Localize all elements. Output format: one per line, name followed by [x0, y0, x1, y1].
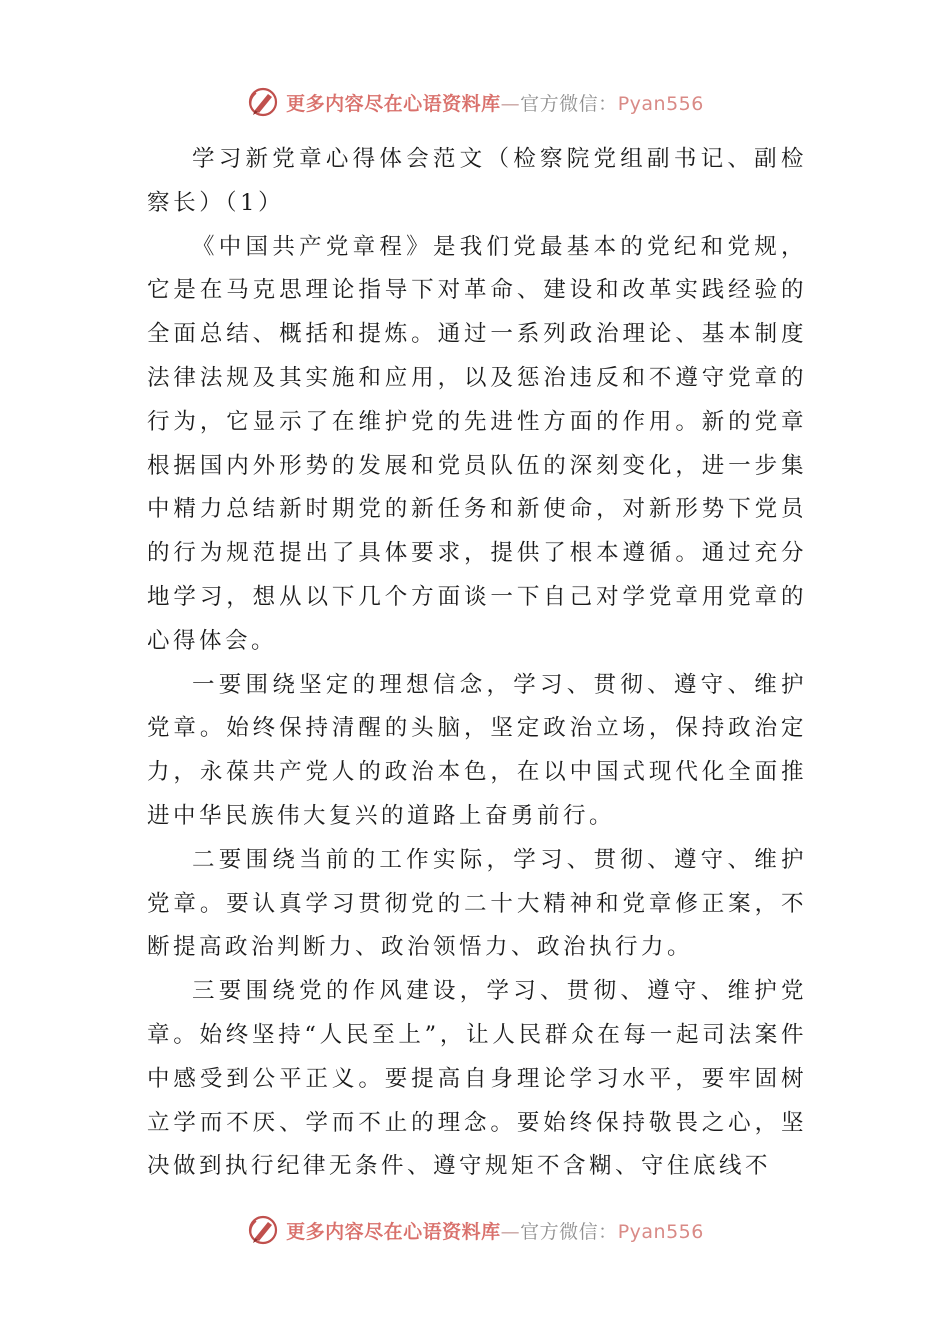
watermark-text — [286, 1217, 704, 1244]
watermark-label: 官方微信： — [520, 92, 618, 115]
footer-watermark — [0, 1212, 950, 1248]
header-watermark — [0, 84, 950, 120]
paragraph-intro: 《中国共产党章程》是我们党最基本的党纪和党规，它是在马克思理论指导下对革命、建设和改革实践经验的全面总结、概括和提炼。通过一系列政治理论、基本制度法律法规及其实施和应用，以及惩治违反和不遵守党章的行为，它显示了在维护党的先进性方面的作用。新的党章根据国内外形势的发展和党员队伍的深刻变化，进一步集中精力总结新时期党的新任务和新使命，对新形势下党员的行为规范提出了具体要求，提供了根本遵循。通过充分地学习，想从以下几个方面谈一下自己对学党章用党章的心得体会。 — [147, 233, 807, 654]
document-body — [147, 138, 807, 1189]
pen-logo-icon — [246, 1213, 280, 1247]
document-title: 学习新党章心得体会范文（检察院党组副书记、副检察长）（1） — [147, 146, 807, 216]
watermark-brand: 更多内容尽在心语资料库 — [286, 92, 501, 115]
watermark-wechat-id: Pyan556 — [617, 1220, 704, 1243]
watermark-dash: — — [500, 1220, 521, 1243]
watermark-brand: 更多内容尽在心语资料库 — [286, 1220, 501, 1243]
paragraph-point-two: 二要围绕当前的工作实际，学习、贯彻、遵守、维护党章。要认真学习贯彻党的二十大精神和党章修正案，不断提高政治判断力、政治领悟力、政治执行力。 — [147, 846, 807, 961]
watermark-wechat-id: Pyan556 — [617, 92, 704, 115]
pen-logo-icon — [246, 85, 280, 119]
watermark-dash: — — [500, 92, 521, 115]
watermark-text — [286, 89, 704, 116]
paragraph-point-three: 三要围绕党的作风建设，学习、贯彻、遵守、维护党章。始终坚持“人民至上”，让人民群众在每一起司法案件中感受到公平正义。要提高自身理论学习水平，要牢固树立学而不厌、学而不止的理念。要始终保持敬畏之心，坚决做到执行纪律无条件、遵守规矩不含糊、守住底线不 — [147, 978, 807, 1180]
paragraph-point-one: 一要围绕坚定的理想信念，学习、贯彻、遵守、维护党章。始终保持清醒的头脑，坚定政治立场，保持政治定力，永葆共产党人的政治本色，在以中国式现代化全面推进中华民族伟大复兴的道路上奋勇前行。 — [147, 671, 807, 829]
watermark-label: 官方微信： — [520, 1220, 618, 1243]
